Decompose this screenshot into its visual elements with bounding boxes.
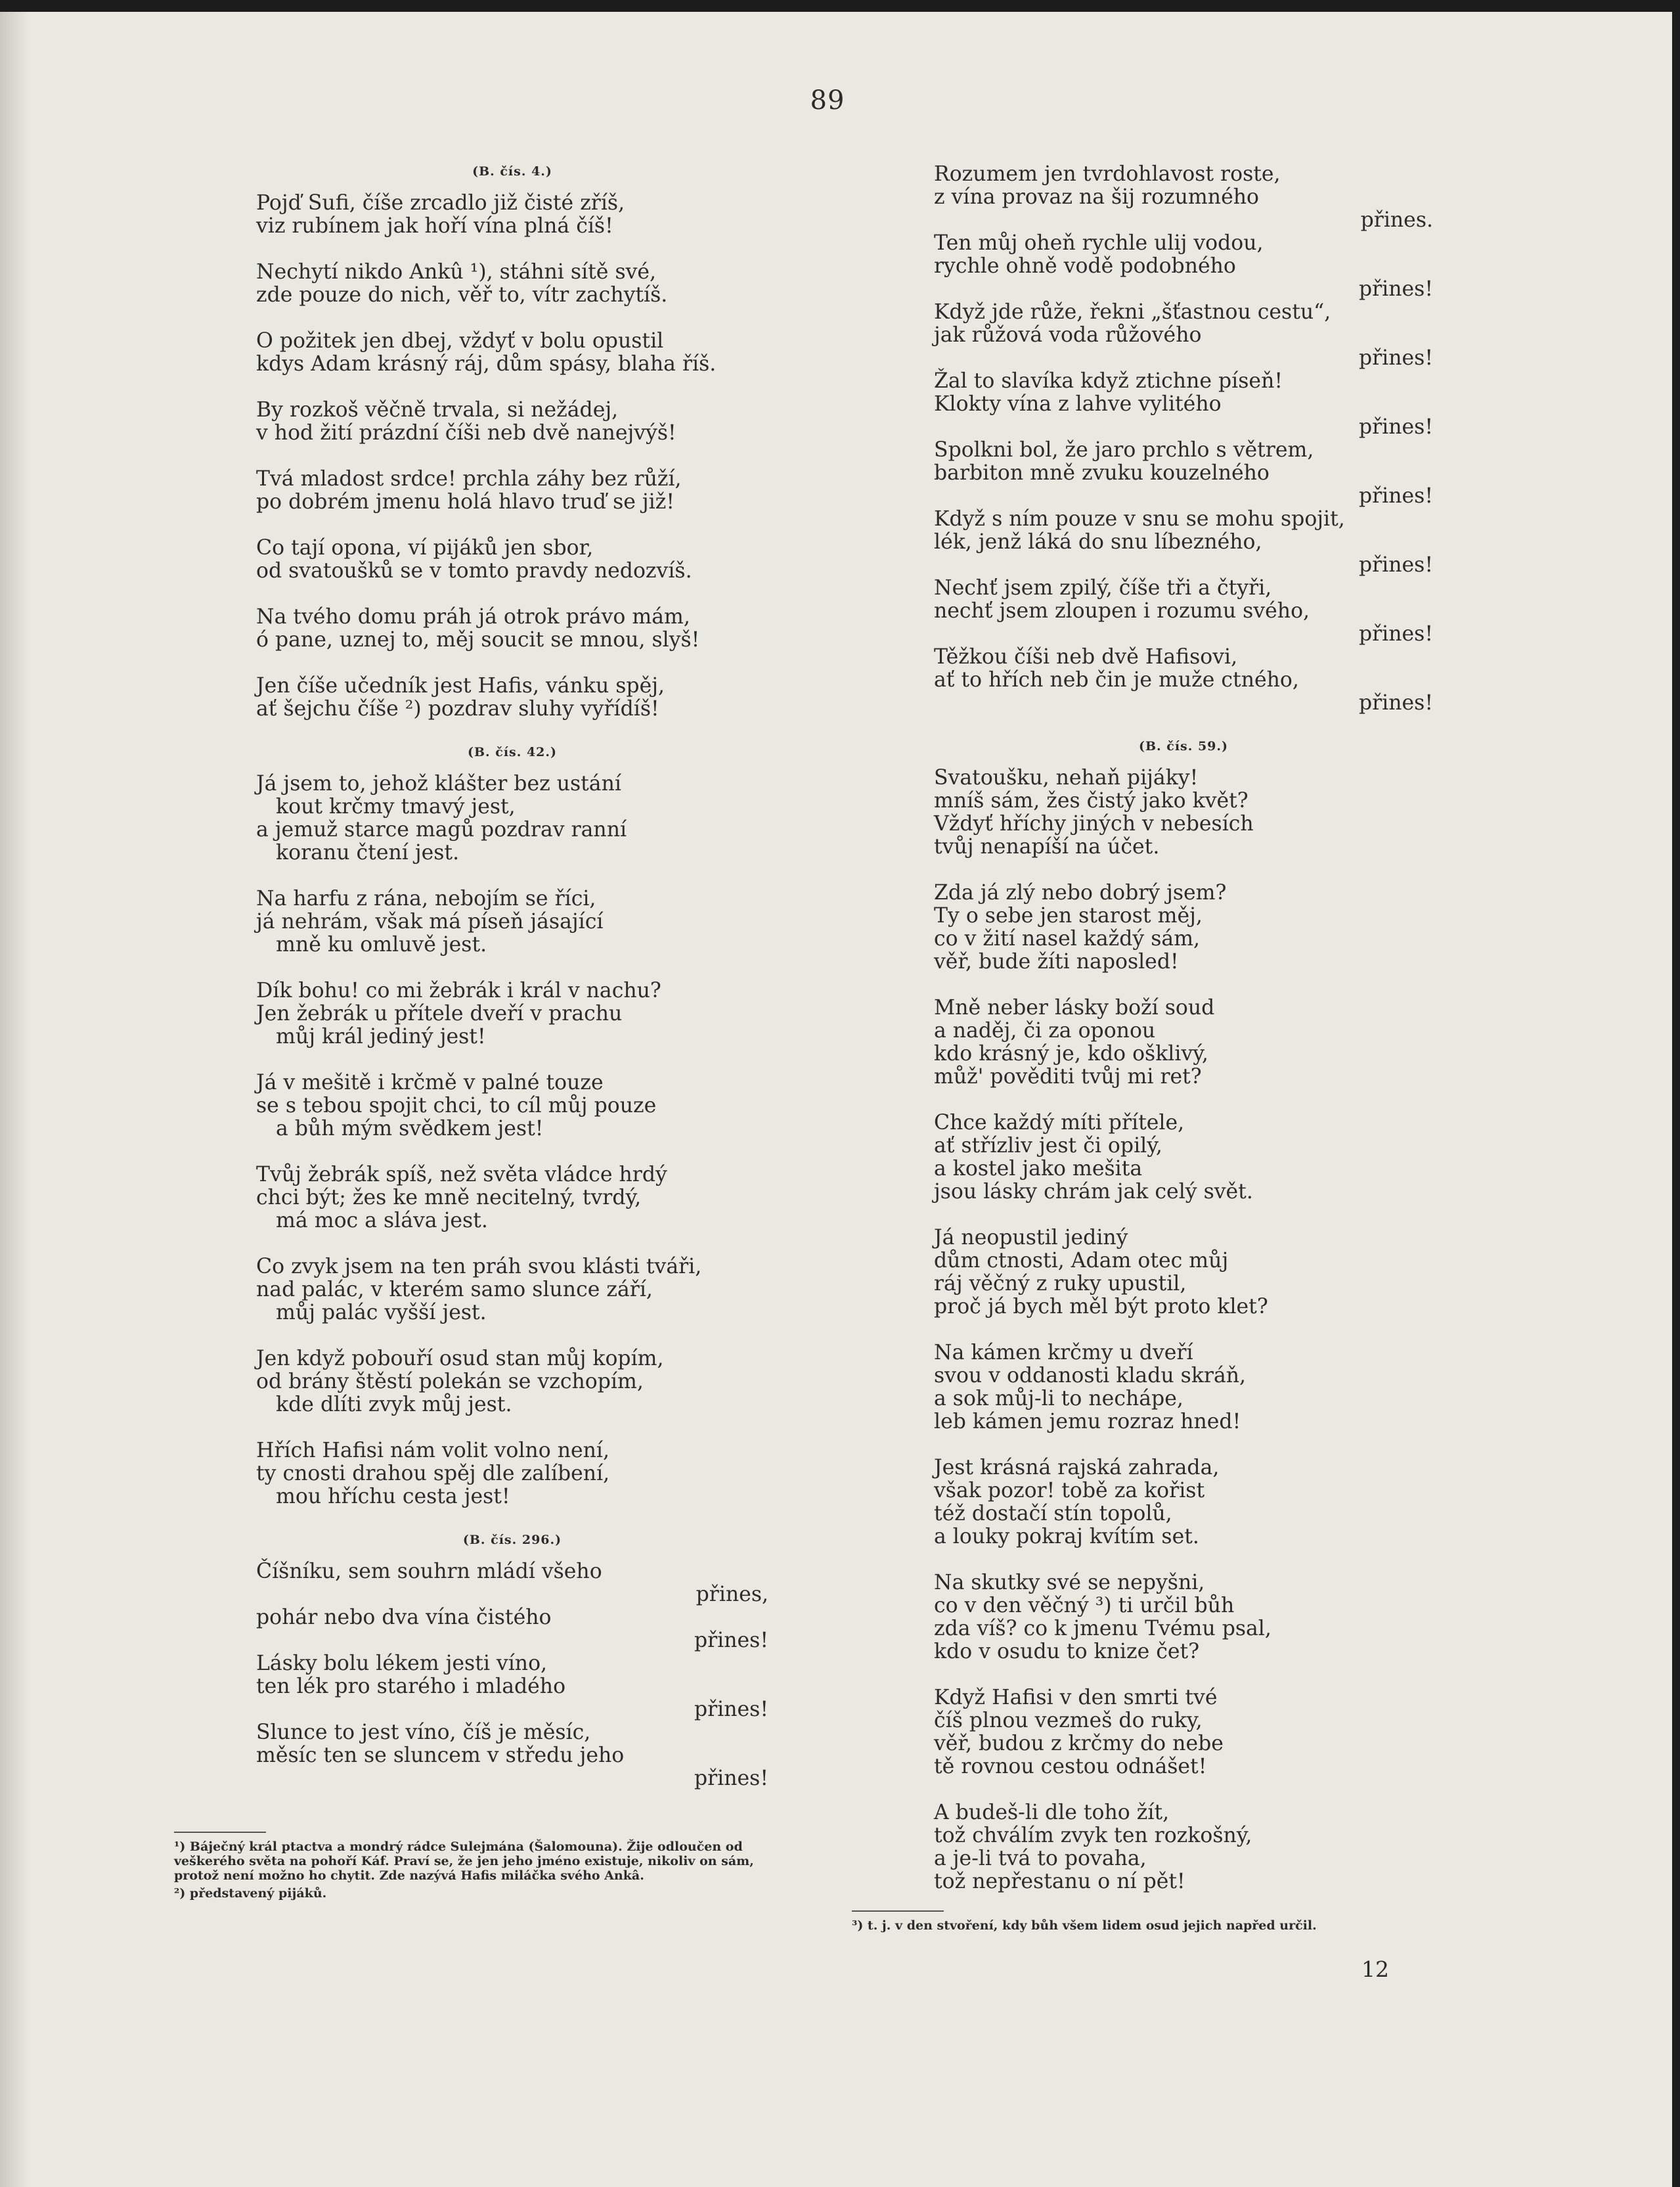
verse-line: Na skutky své se nepyšni, xyxy=(934,1571,1205,1594)
stanza xyxy=(256,980,768,1048)
verse-line: a bůh mým svědkem jest! xyxy=(256,1117,544,1140)
verse-line: Svatoušku, nehaň pijáky! xyxy=(934,766,1199,790)
verse-line: dům ctnosti, Adam otec můj xyxy=(934,1249,1229,1273)
verse-line: se s tebou spojit chci, to cíl můj pouze xyxy=(256,1094,657,1117)
verse-line: však pozor! tobě za kořist xyxy=(934,1479,1205,1502)
verse-line: od svatoušků se v tomto pravdy nedozvíš. xyxy=(256,559,692,583)
stanza xyxy=(256,888,768,957)
verse-line: koranu čtení jest. xyxy=(256,841,460,865)
verse-line: Tvůj žebrák spíš, než světa vládce hrdý xyxy=(256,1163,667,1186)
verse-line: tož chválím zvyk ten rozkošný, xyxy=(934,1824,1252,1847)
verse-line: a kostel jako mešita xyxy=(934,1157,1143,1181)
verse-line: tě rovnou cestou odnášet! xyxy=(934,1755,1207,1778)
verse-line: Hřích Hafisi nám volit volno není, xyxy=(256,1439,609,1462)
verse-line: By rozkoš věčně trvala, si nežádej, xyxy=(256,398,619,422)
signature-mark: 12 xyxy=(1361,1956,1389,1982)
verse-line: kdys Adam krásný ráj, dům spásy, blaha říš. xyxy=(256,352,717,376)
stanza xyxy=(256,192,768,238)
verse-line: Na harfu z rána, nebojím se říci, xyxy=(256,887,596,911)
verse-line: mníš sám, žes čistý jako květ? xyxy=(934,789,1249,813)
verse-line: viz rubínem jak hoří vína plná číš! xyxy=(256,214,613,238)
verse-line: a sok můj-li to nechápe, xyxy=(934,1387,1183,1410)
verse-line: Slunce to jest víno, číš je měsíc, xyxy=(256,1721,591,1744)
verse-line: Tvá mladost srdce! prchla záhy bez růží, xyxy=(256,467,682,491)
poem-reference: (B. čís. 42.) xyxy=(467,745,558,759)
verse-line: Dík bohu! co mi žebrák i král v nachu? xyxy=(256,979,661,1003)
verse-line: od brány štěstí polekán se vzchopím, xyxy=(256,1370,644,1393)
verse-line: přines. xyxy=(1360,208,1433,232)
verse-line: přines! xyxy=(1358,622,1433,646)
verse-line: Jen žebrák u přítele dveří v prachu xyxy=(256,1002,623,1026)
verse-line: Číšníku, sem souhrn mládí všeho xyxy=(256,1560,602,1583)
stanza xyxy=(934,1227,1433,1319)
verse-line: Jest krásná rajská zahrada, xyxy=(934,1456,1220,1479)
verse-line: přines! xyxy=(1358,415,1433,439)
verse-line: věř, budou z krčmy do nebe xyxy=(934,1732,1224,1755)
verse-line: Těžkou číši neb dvě Hafisovi, xyxy=(934,645,1238,669)
poem-reference: (B. čís. 4.) xyxy=(472,164,552,179)
stanza xyxy=(934,1571,1433,1663)
verse-line: Lásky bolu lékem jesti víno, xyxy=(256,1652,548,1675)
verse-line: Co tají opona, ví pijáků jen sbor, xyxy=(256,536,594,560)
footnotes xyxy=(174,1832,778,1904)
verse-line: ty cnosti drahou spěj dle zalíbení, xyxy=(256,1462,610,1485)
verse-line: Spolkni bol, že jaro prchlo s větrem, xyxy=(934,438,1314,462)
verse-line: můj palác vyšší jest. xyxy=(256,1301,487,1324)
verse-line: lék, jenž láká do snu líbezného, xyxy=(934,530,1262,554)
verse-line: v hod žití prázdní číši neb dvě nanejvýš! xyxy=(256,421,676,445)
stanza xyxy=(256,261,768,307)
verse-line: Jen když pobouří osud stan můj kopím, xyxy=(256,1347,664,1370)
verse-line: mou hříchu cesta jest! xyxy=(256,1485,510,1508)
verse-line: číš plnou vezmeš do ruky, xyxy=(934,1709,1203,1732)
verse-line: přines, xyxy=(696,1583,768,1606)
stanza xyxy=(256,606,768,652)
verse-line: barbiton mně zvuku kouzelného xyxy=(934,461,1270,485)
verse-line: Nechytí nikdo Ankû ¹), stáhni sítě své, xyxy=(256,260,657,284)
verse-line: leb kámen jemu rozraz hned! xyxy=(934,1410,1241,1433)
verse-line: kdo v osudu to knize čet? xyxy=(934,1640,1200,1663)
verse-line: ať střízliv jest či opilý, xyxy=(934,1134,1162,1158)
verse-line: Pojď Sufi, číše zrcadlo již čisté zříš, xyxy=(256,191,625,215)
stanza xyxy=(934,767,1433,859)
right-column xyxy=(852,162,1433,1933)
verse-line: chci být; žes ke mně necitelný, tvrdý, xyxy=(256,1186,642,1209)
verse-line: Když s ním pouze v snu se mohu spojit, xyxy=(934,507,1345,531)
verse-line: co v žití nasel každý sám, xyxy=(934,927,1201,951)
stanza xyxy=(934,163,1433,715)
verse-line: přines! xyxy=(694,1767,768,1790)
verse-line: Ty o sebe jen starost měj, xyxy=(934,904,1203,928)
verse-line: Zda já zlý nebo dobrý jsem? xyxy=(934,881,1227,905)
verse-line: A budeš-li dle toho žít, xyxy=(934,1801,1170,1824)
verse-line: přines! xyxy=(1358,553,1433,577)
verse-line: po dobrém jmenu holá hlavo truď se již! xyxy=(256,490,675,514)
verse-line: ať to hřích neb čin je muže ctného, xyxy=(934,668,1299,692)
stanza xyxy=(256,399,768,445)
verse-line: má moc a sláva jest. xyxy=(256,1209,488,1232)
stanza xyxy=(934,1686,1433,1778)
stanza xyxy=(934,1801,1433,1893)
verse-line: můž' pověditi tvůj mi ret? xyxy=(934,1065,1202,1089)
stanza xyxy=(256,468,768,514)
stanza xyxy=(256,1560,768,1790)
verse-line: přines! xyxy=(1358,277,1433,301)
verse-line: kde dlíti zvyk můj jest. xyxy=(256,1393,512,1416)
stanza xyxy=(256,537,768,583)
verse-line: přines! xyxy=(1358,691,1433,715)
footnote: ¹) Báječný král ptactva a mondrý rádce Sulejmána (Šalomouna). Žije odloučen od veškerého světa na pohoří Káf. Praví se, že jen jeho jméno existuje, nikoliv on sám, protož není možno ho chytit. Zde nazývá Hafis miláčka svého Ankâ. xyxy=(174,1839,754,1883)
verse-line: rychle ohně vodě podobného xyxy=(934,254,1236,278)
verse-line: svou v oddanosti kladu skráň, xyxy=(934,1364,1247,1387)
stanza xyxy=(934,1112,1433,1204)
stanza xyxy=(256,675,768,721)
verse-line: Když Hafisi v den smrti tvé xyxy=(934,1686,1218,1709)
verse-line: Nechť jsem zpilý, číše tři a čtyři, xyxy=(934,576,1272,600)
stanza xyxy=(934,997,1433,1089)
verse-line: Mně neber lásky boží soud xyxy=(934,996,1215,1020)
verse-line: ó pane, uznej to, měj soucit se mnou, slyš! xyxy=(256,628,700,652)
verse-line: Já v mešitě i krčmě v palné touze xyxy=(256,1071,604,1094)
verse-line: zde pouze do nich, věř to, vítr zachytíš. xyxy=(256,283,668,307)
stanza xyxy=(934,1456,1433,1548)
verse-line: měsíc ten se sluncem v středu jeho xyxy=(256,1744,625,1767)
footnote-rule xyxy=(174,1832,266,1833)
stanza xyxy=(934,1342,1433,1433)
verse-line: já nehrám, však má píseň jásající xyxy=(256,910,604,934)
verse-line: Klokty vína z lahve vylitého xyxy=(934,392,1222,416)
verse-line: Na tvého domu práh já otrok právo mám, xyxy=(256,605,690,629)
page-gutter-shadow xyxy=(0,12,30,2187)
book-page xyxy=(0,12,1672,2187)
verse-line: přines! xyxy=(694,1629,768,1652)
verse-line: Ten můj oheň rychle ulij vodou, xyxy=(934,231,1264,255)
stanza xyxy=(256,1163,768,1232)
verse-line: a naděj, či za oponou xyxy=(934,1019,1156,1043)
verse-line: z vína provaz na šij rozumného xyxy=(934,185,1259,209)
stanza xyxy=(256,1071,768,1140)
verse-line: ráj věčný z ruky upustil, xyxy=(934,1272,1187,1296)
verse-line: Žal to slavíka když ztichne píseň! xyxy=(934,369,1283,393)
verse-line: Chce každý míti přítele, xyxy=(934,1111,1185,1135)
stanza xyxy=(256,330,768,376)
verse-line: Na kámen krčmy u dveří xyxy=(934,1341,1193,1364)
verse-line: proč já bych měl být proto klet? xyxy=(934,1295,1268,1319)
verse-line: přines! xyxy=(1358,484,1433,508)
poem-reference: (B. čís. 296.) xyxy=(462,1533,562,1547)
stanza xyxy=(256,1347,768,1416)
verse-line: Jen číše učedník jest Hafis, vánku spěj, xyxy=(256,674,665,698)
footnote: ³) t. j. v den stvoření, kdy bůh všem lidem osud jejich napřed určil. xyxy=(852,1918,1317,1933)
verse-line: a louky pokraj kvítím set. xyxy=(934,1525,1199,1548)
verse-line: Vždyť hříchy jiných v nebesích xyxy=(934,812,1254,836)
verse-line: a jemuž starce magů pozdrav ranní xyxy=(256,818,627,842)
verse-line: kout krčmy tmavý jest, xyxy=(256,795,516,819)
verse-line: nechť jsem zloupen i rozumu svého, xyxy=(934,599,1310,623)
verse-line: jsou lásky chrám jak celý svět. xyxy=(934,1180,1253,1204)
stanza xyxy=(934,882,1433,974)
verse-line: Já jsem to, jehož klášter bez ustání xyxy=(256,772,621,796)
verse-line: Rozumem jen tvrdohlavost roste, xyxy=(934,162,1281,186)
verse-line: pohár nebo dva vína čistého xyxy=(256,1606,552,1629)
verse-line: též dostačí stín topolů, xyxy=(934,1502,1172,1525)
verse-line: kdo krásný je, kdo ošklivý, xyxy=(934,1042,1208,1066)
verse-line: tvůj nenapíší na účet. xyxy=(934,835,1160,859)
verse-line: co v den věčný ³) ti určil bůh xyxy=(934,1594,1235,1617)
stanza xyxy=(256,773,768,865)
page-number: 89 xyxy=(810,85,845,116)
verse-line: přines! xyxy=(694,1698,768,1721)
verse-line: jak růžová voda růžového xyxy=(934,323,1202,347)
verse-line: věř, bude žíti naposled! xyxy=(934,950,1179,974)
verse-line: tož nepřestanu o ní pět! xyxy=(934,1870,1185,1893)
footnotes xyxy=(852,1910,1443,1936)
verse-line: přines! xyxy=(1358,346,1433,370)
verse-line: ten lék pro starého i mladého xyxy=(256,1675,566,1698)
footnote-rule xyxy=(852,1910,944,1912)
poem-reference: (B. čís. 59.) xyxy=(1138,739,1229,754)
stanza xyxy=(256,1255,768,1324)
verse-line: můj král jediný jest! xyxy=(256,1025,486,1048)
verse-line: O požitek jen dbej, vždyť v bolu opustil xyxy=(256,329,664,353)
verse-line: zda víš? co k jmenu Tvému psal, xyxy=(934,1617,1271,1640)
verse-line: nad palác, v kterém samo slunce září, xyxy=(256,1278,653,1301)
stanza xyxy=(256,1439,768,1508)
verse-line: Co zvyk jsem na ten práh svou klásti tváři, xyxy=(256,1255,702,1278)
verse-line: Já neopustil jediný xyxy=(934,1226,1128,1250)
left-column xyxy=(174,163,768,1901)
verse-line: mně ku omluvě jest. xyxy=(256,933,487,957)
footnote: ²) představený pijáků. xyxy=(174,1886,327,1901)
verse-line: Když jde růže, řekni „šťastnou cestu“, xyxy=(934,300,1331,324)
verse-line: a je-li tvá to povaha, xyxy=(934,1847,1147,1870)
verse-line: ať šejchu číše ²) pozdrav sluhy vyřídíš! xyxy=(256,697,659,721)
